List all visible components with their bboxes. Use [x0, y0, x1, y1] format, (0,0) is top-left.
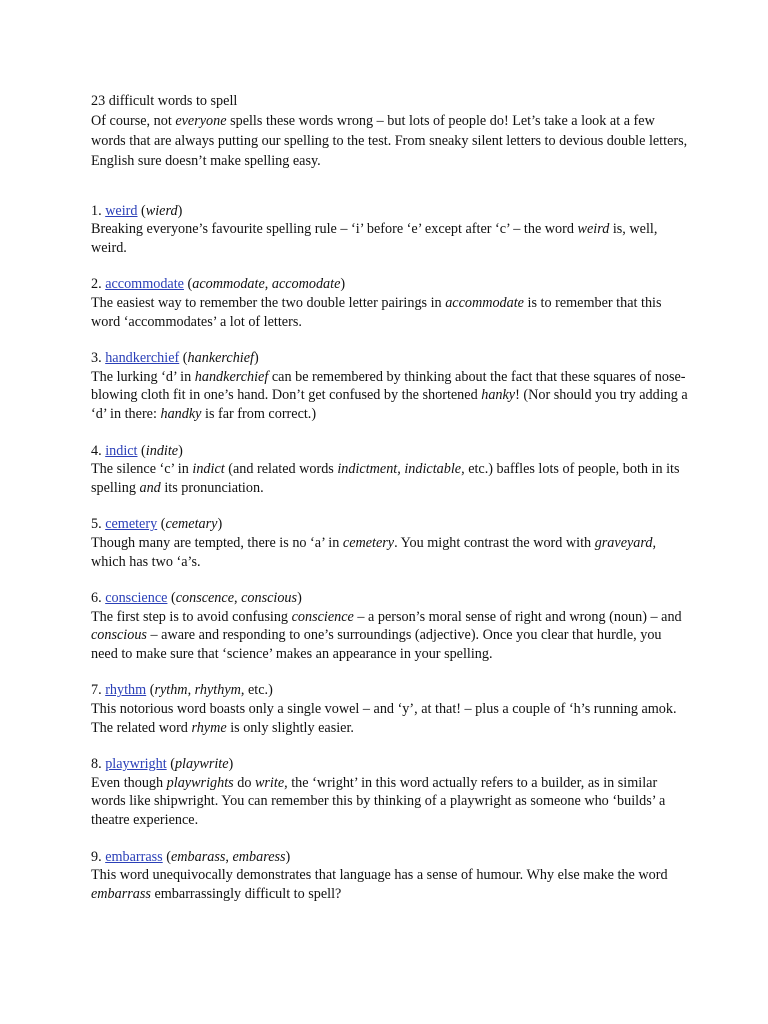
- word-entry: [91, 442, 691, 498]
- text-run: Breaking everyone’s favourite spelling rule – ‘i’ before ‘e’ except after ‘c’ – the word: [91, 221, 578, 238]
- italic-text: indite: [145, 442, 179, 459]
- word-entry: [91, 275, 691, 331]
- text-run: do: [233, 774, 255, 791]
- italic-text: indictment: [337, 461, 398, 478]
- entry-heading: [91, 515, 691, 534]
- misspellings: (embarass, embaress): [162, 848, 291, 865]
- text-run: ,: [397, 461, 405, 478]
- text-run: ,: [234, 590, 242, 607]
- text-run: is only slightly easier.: [226, 719, 354, 736]
- text-run: can be remembered by thinking about the fact that these squares of nose-blowing cloth fit in one’s hand. Don’t get confused by the shortened: [91, 368, 686, 404]
- word-entry: [91, 202, 691, 258]
- text-run: , the ‘wright’ in this word actually refers to a builder, as in similar words like shipwright. You can remember this by thinking of a playwright as someone who ‘builds’ a theatre experience.: [91, 774, 666, 829]
- word-list: [91, 202, 691, 904]
- misspellings: (acommodate, accomodate): [183, 276, 346, 293]
- italic-text: conscious: [91, 627, 147, 644]
- text-run: ,: [187, 682, 195, 699]
- entry-description: [91, 866, 691, 903]
- entry-description: [91, 460, 691, 497]
- italic-text: conscence: [175, 590, 234, 607]
- entry-description: [91, 700, 691, 737]
- text-run: – a person’s moral sense of right and wrong (noun) – and: [353, 608, 682, 625]
- italic-text: conscience: [291, 608, 354, 625]
- italic-text: cemetary: [165, 516, 218, 533]
- word-link[interactable]: playwright: [105, 756, 167, 773]
- word-entry: [91, 589, 691, 663]
- misspellings: (wierd): [137, 202, 183, 219]
- text-run: (and related words: [224, 461, 338, 478]
- misspellings: (hankerchief): [179, 350, 259, 367]
- word-entry: [91, 515, 691, 571]
- italic-text: conscious: [241, 590, 298, 607]
- word-link[interactable]: weird: [105, 202, 138, 219]
- italic-text: embaress: [232, 848, 286, 865]
- word-entry: [91, 755, 691, 829]
- italic-text: embarrass: [91, 885, 151, 902]
- entry-number: 8.: [91, 756, 102, 773]
- intro-paragraph: [91, 111, 691, 171]
- text-run: Of course, not: [91, 112, 176, 129]
- misspellings: (cemetary): [157, 516, 223, 533]
- italic-text: embarass: [170, 848, 226, 865]
- text-run: ,: [264, 276, 272, 293]
- text-run: Even though: [91, 774, 167, 791]
- italic-text: and: [139, 479, 161, 496]
- italic-text: acommodate: [192, 276, 265, 293]
- italic-text: graveyard,: [594, 534, 657, 551]
- italic-text: cemetery: [342, 534, 395, 551]
- entry-heading: [91, 755, 691, 774]
- text-run: , etc.: [240, 682, 269, 699]
- italic-text: handkerchief: [194, 368, 269, 385]
- italic-text: indict: [192, 461, 225, 478]
- italic-text: hankerchief: [187, 350, 254, 367]
- word-link[interactable]: rhythm: [105, 682, 147, 699]
- text-run: The silence ‘c’ in: [91, 461, 193, 478]
- text-run: This word unequivocally demonstrates that language has a sense of humour. Why else make the word: [91, 867, 668, 884]
- text-run: The first step is to avoid confusing: [91, 608, 292, 625]
- italic-text: indictable: [404, 461, 462, 478]
- italic-text: rythm: [154, 682, 188, 699]
- text-run: . You might contrast the word with: [394, 534, 595, 551]
- entry-description: [91, 534, 691, 571]
- entry-heading: [91, 349, 691, 368]
- entry-heading: [91, 202, 691, 221]
- entry-number: 2.: [91, 276, 102, 293]
- text-run: ,: [225, 848, 233, 865]
- text-run: This notorious word boasts only a single vowel – and ‘y’, at that! – plus a couple of ‘h’s running amok. The related word: [91, 701, 677, 736]
- entry-description: [91, 294, 691, 331]
- entry-number: 7.: [91, 682, 102, 699]
- text-run: , etc.) baffles lots of people, both in its spelling: [91, 461, 680, 496]
- entry-heading: [91, 589, 691, 608]
- entry-heading: [91, 442, 691, 461]
- entry-description: [91, 608, 691, 664]
- entry-number: 3.: [91, 350, 102, 367]
- entry-number: 4.: [91, 442, 102, 459]
- text-run: is far from correct.): [201, 405, 317, 422]
- entry-heading: [91, 275, 691, 294]
- text-run: – aware and responding to one’s surroundings (adjective). Once you clear that hurdle, you need to make sure that ‘science’ makes an appearance in your spelling.: [91, 627, 662, 662]
- entry-description: [91, 774, 691, 830]
- misspellings: (indite): [137, 442, 183, 459]
- text-run: ! (Nor should you try adding a ‘d’ in there:: [91, 387, 688, 422]
- text-run: which has two ‘a’s.: [91, 553, 201, 570]
- word-link[interactable]: cemetery: [105, 516, 158, 533]
- misspellings: (rythm, rhythym, etc.): [146, 682, 273, 699]
- misspellings: (conscence, conscious): [167, 590, 302, 607]
- entry-number: 1.: [91, 202, 102, 219]
- word-entry: [91, 848, 691, 904]
- entry-number: 9.: [91, 848, 102, 865]
- word-link[interactable]: conscience: [105, 590, 168, 607]
- word-link[interactable]: indict: [105, 442, 138, 459]
- text-run: its pronunciation.: [160, 479, 264, 496]
- entry-description: [91, 220, 691, 257]
- text-run: is, well, weird.: [91, 221, 658, 256]
- italic-text: write: [254, 774, 285, 791]
- word-entry: [91, 681, 691, 737]
- text-run: The easiest way to remember the two double letter pairings in: [91, 294, 446, 311]
- word-entry: [91, 349, 691, 423]
- document-page: [91, 92, 691, 921]
- entry-description: [91, 368, 691, 424]
- italic-text: hanky: [481, 387, 516, 404]
- italic-text: rhyme: [191, 719, 227, 736]
- text-run: The lurking ‘d’ in: [91, 368, 195, 385]
- text-run: is to remember that this word ‘accommodates’ a lot of letters.: [91, 294, 662, 330]
- word-link[interactable]: handkerchief: [105, 350, 180, 367]
- word-link[interactable]: embarrass: [105, 848, 163, 865]
- entry-heading: [91, 848, 691, 867]
- italic-text: rhythym: [194, 682, 241, 699]
- word-link[interactable]: accommodate: [105, 276, 184, 293]
- text-run: Though many are tempted, there is no ‘a’ in: [91, 534, 343, 551]
- italic-text: weird: [577, 221, 610, 238]
- italic-text: playwrights: [166, 774, 234, 791]
- italic-text: accommodate: [445, 294, 524, 311]
- entry-number: 6.: [91, 590, 102, 607]
- entry-number: 5.: [91, 516, 102, 533]
- document-title: 23 difficult words to spell: [91, 93, 238, 109]
- entry-heading: [91, 681, 691, 700]
- misspellings: (playwrite): [166, 756, 234, 773]
- text-run: embarrassingly difficult to spell?: [150, 885, 342, 902]
- italic-text: handky: [160, 405, 202, 422]
- italic-text: everyone: [175, 112, 227, 129]
- italic-text: accomodate: [271, 276, 341, 293]
- italic-text: playwrite: [174, 756, 229, 773]
- italic-text: wierd: [145, 202, 178, 219]
- text-run: spells these words wrong – but lots of people do! Let’s take a look at a few words that are always putting our spelling to the test. From sneaky silent letters to devious double letters, English sure doesn’t make spelling easy.: [91, 112, 688, 169]
